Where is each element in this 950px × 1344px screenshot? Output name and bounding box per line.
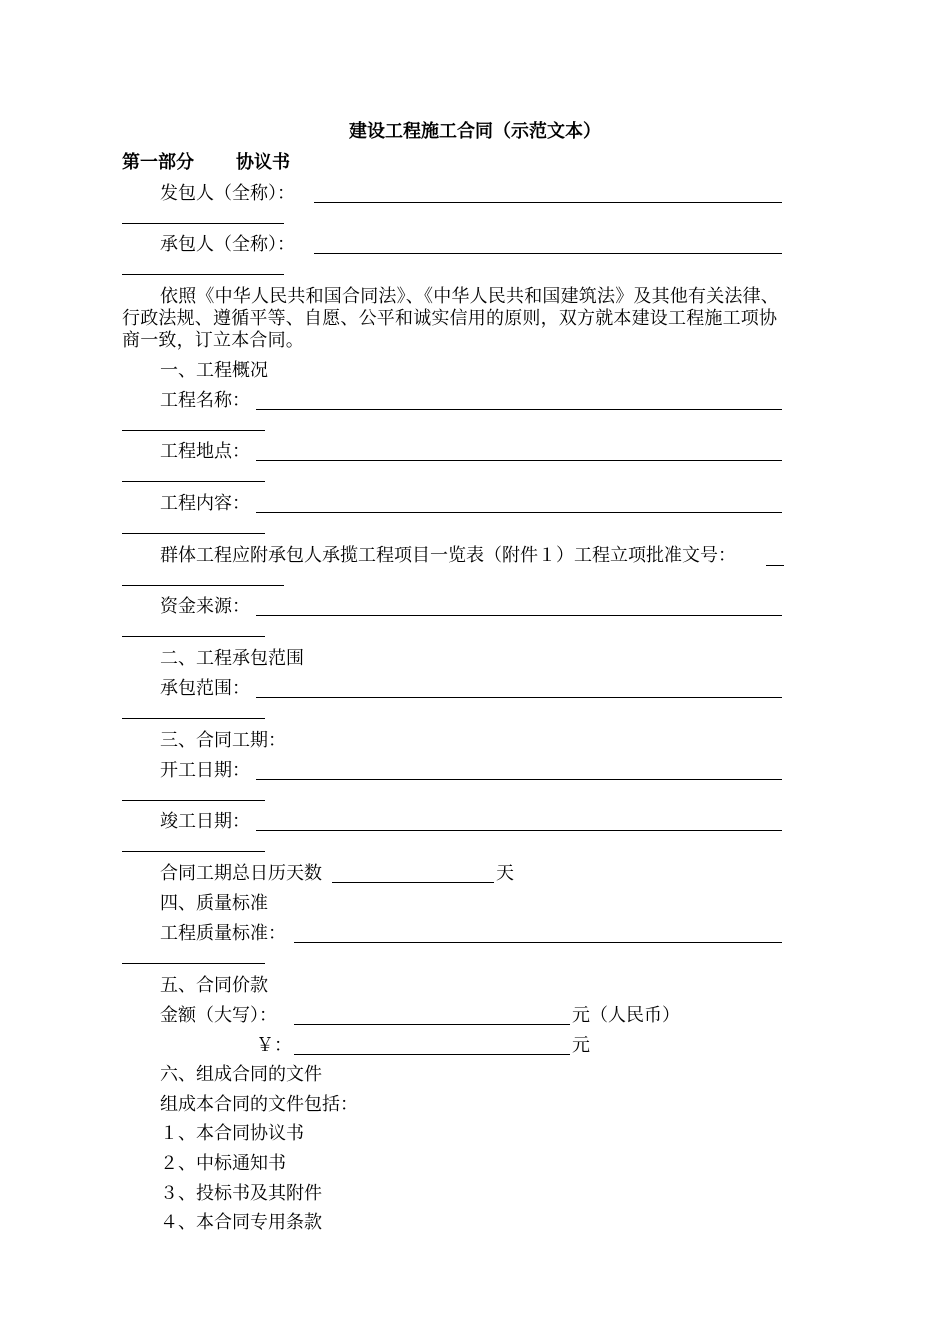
part-label: 第一部分 [122, 152, 194, 173]
section2-heading: 二、工程承包范围 [160, 648, 304, 669]
document-item: ２、中标通知书 [160, 1153, 286, 1174]
days-unit: 天 [496, 863, 514, 884]
document-item: １、本合同协议书 [160, 1123, 304, 1144]
scope-blank[interactable] [256, 697, 782, 698]
quality-standard-blank-cont[interactable] [122, 963, 265, 964]
quality-standard-blank[interactable] [294, 942, 782, 943]
end-date-blank[interactable] [256, 830, 782, 831]
contractor-label: 承包人（全称）： [160, 234, 295, 255]
end-date-label: 竣工日期： [160, 811, 250, 832]
group-project-note: 群体工程应附承包人承揽工程项目一览表（附件１）工程立项批准文号： [160, 545, 736, 566]
funds-source-blank[interactable] [256, 615, 782, 616]
contractor-blank[interactable] [314, 253, 782, 254]
section4-heading: 四、质量标准 [160, 893, 268, 914]
start-date-label: 开工日期： [160, 760, 250, 781]
total-days-label: 合同工期总日历天数 [160, 863, 322, 884]
amount-number-blank[interactable] [294, 1054, 570, 1055]
project-location-label: 工程地点： [160, 441, 250, 462]
scope-label: 承包范围： [160, 678, 250, 699]
document-item: ４、本合同专用条款 [160, 1212, 322, 1233]
project-name-blank[interactable] [256, 409, 782, 410]
start-date-blank-cont[interactable] [122, 800, 265, 801]
employer-label: 发包人（全称）： [160, 183, 295, 204]
project-location-blank[interactable] [256, 460, 782, 461]
approval-number-blank-cont[interactable] [122, 585, 284, 586]
section6-heading: 六、组成合同的文件 [160, 1064, 322, 1085]
section5-heading: 五、合同价款 [160, 975, 268, 996]
amount-number-unit: 元 [572, 1035, 590, 1056]
employer-blank-cont[interactable] [122, 223, 284, 224]
employer-blank[interactable] [314, 202, 782, 203]
documents-intro: 组成本合同的文件包括： [160, 1094, 358, 1115]
project-content-label: 工程内容： [160, 493, 250, 514]
scope-blank-cont[interactable] [122, 718, 265, 719]
project-name-blank-cont[interactable] [122, 430, 265, 431]
amount-words-label: 金额（大写）： [160, 1005, 277, 1026]
section3-heading: 三、合同工期： [160, 730, 286, 751]
funds-source-label: 资金来源： [160, 596, 250, 617]
amount-words-unit: 元（人民币） [572, 1005, 680, 1026]
start-date-blank[interactable] [256, 779, 782, 780]
preamble-paragraph: 依照《中华人民共和国合同法》、《中华人民共和国建筑法》及其他有关法律、行政法规、遵循平等、自愿、公平和诚实信用的原则，双方就本建设工程施工项协商一致，订立本合同。 [122, 286, 779, 351]
approval-number-blank[interactable] [766, 565, 784, 566]
quality-standard-label: 工程质量标准： [160, 923, 286, 944]
amount-number-label: ￥： [256, 1035, 292, 1056]
project-content-blank[interactable] [256, 512, 782, 513]
end-date-blank-cont[interactable] [122, 851, 265, 852]
total-days-blank[interactable] [332, 882, 494, 883]
project-location-blank-cont[interactable] [122, 481, 265, 482]
amount-words-blank[interactable] [294, 1024, 570, 1025]
part-name: 协议书 [236, 152, 290, 173]
section1-heading: 一、工程概况 [160, 360, 268, 381]
document-title: 建设工程施工合同（示范文本） [349, 121, 601, 142]
contractor-blank-cont[interactable] [122, 274, 284, 275]
project-name-label: 工程名称： [160, 390, 250, 411]
project-content-blank-cont[interactable] [122, 533, 265, 534]
funds-source-blank-cont[interactable] [122, 636, 265, 637]
document-item: ３、投标书及其附件 [160, 1183, 322, 1204]
